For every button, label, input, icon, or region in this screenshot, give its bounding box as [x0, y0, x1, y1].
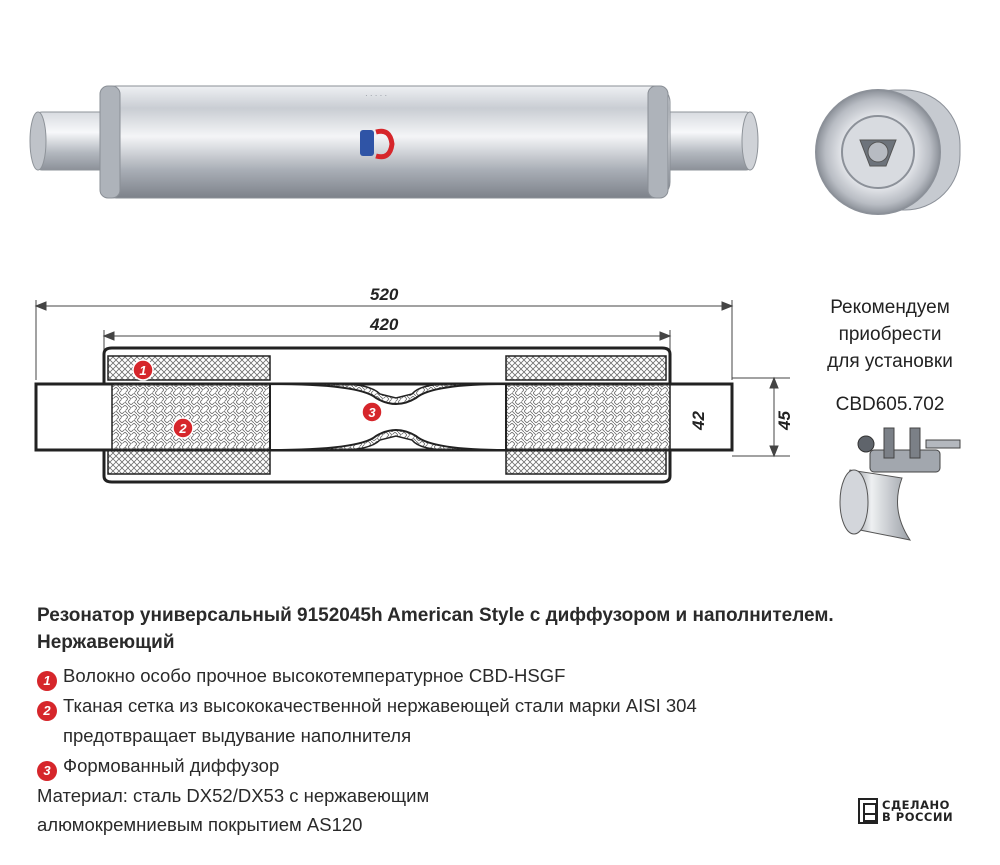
product-title [37, 602, 987, 656]
svg-text:1: 1 [139, 363, 147, 378]
recommend-line-3: для установки [827, 351, 953, 372]
feature-item-1 [37, 664, 565, 691]
callout-3 [362, 402, 382, 422]
feature-text: Тканая сетка из высококачественной нержавеющей стали марки AISI 304 [63, 695, 697, 716]
material-line-2: алюмокремниевым покрытием AS120 [37, 814, 363, 835]
feature-number-badge: 3 [37, 761, 57, 781]
made-in-line-2: В РОССИИ [882, 810, 954, 824]
muffler-photo [20, 60, 770, 230]
cross-section-diagram [20, 270, 810, 500]
feature-text: Формованный диффузор [63, 755, 280, 776]
material-line-1: Материал: сталь DX52/DX53 с нержавеющим [37, 785, 430, 806]
clamp-photo [830, 420, 970, 550]
made-in-russia-badge [858, 798, 953, 824]
feature-item-3 [37, 754, 279, 781]
dimension-body-label: 420 [370, 315, 399, 334]
made-in-russia-icon [858, 798, 878, 824]
feature-item-2-continuation [63, 724, 411, 748]
dimension-overall-label: 520 [370, 285, 399, 304]
feature-text: Волокно особо прочное высокотемпературное CBD-HSGF [63, 665, 566, 686]
svg-text:3: 3 [368, 405, 376, 420]
callout-2 [173, 418, 193, 438]
svg-text:· · · · ·: · · · · · [365, 91, 388, 100]
svg-text:2: 2 [179, 421, 187, 436]
feature-number-badge: 2 [37, 701, 57, 721]
feature-text: предотвращает выдувание наполнителя [63, 725, 412, 746]
muffler-end-view-photo [800, 70, 970, 235]
dimension-outer-diameter-label: 45 [775, 411, 794, 430]
feature-number-badge: 1 [37, 671, 57, 691]
dimension-inner-diameter-label: 42 [689, 411, 708, 430]
feature-item-2 [37, 694, 697, 721]
recommended-part-code: CBD605.702 [835, 394, 945, 415]
product-title-line-2: Нержавеющий [37, 632, 175, 653]
recommend-note [800, 294, 980, 375]
product-title-line-1: Резонатор универсальный 9152045h American Style с диффузором и наполнителем. [37, 605, 834, 626]
made-in-line-1: СДЕЛАНО [882, 798, 950, 812]
recommend-line-2: приобрести [838, 324, 942, 345]
callout-1 [133, 360, 153, 380]
recommend-line-1: Рекомендуем [830, 297, 950, 318]
